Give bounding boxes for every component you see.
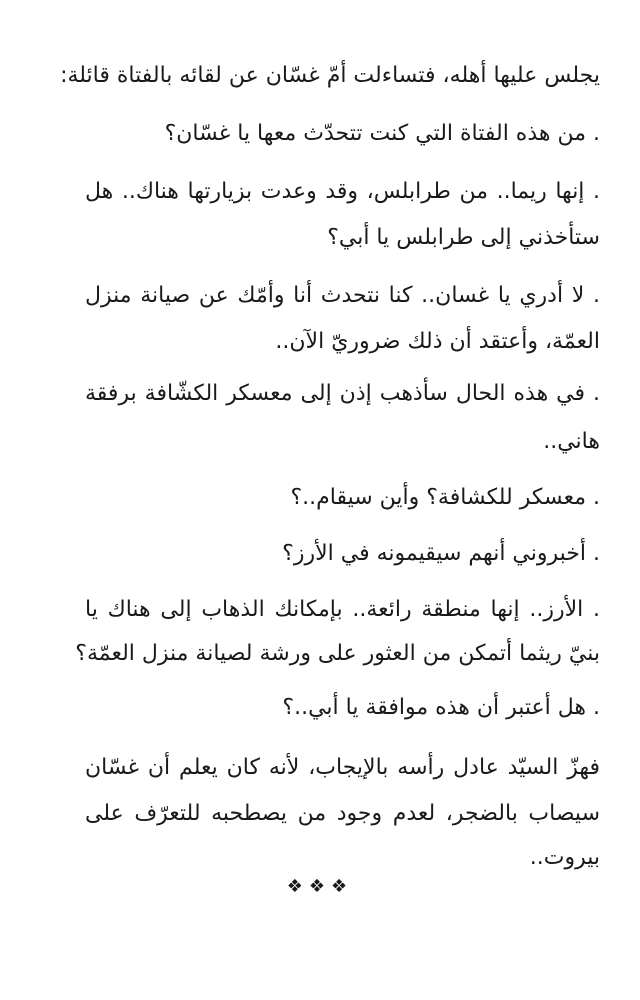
text-line: فهزّ السيّد عادل رأسه بالإيجاب، لأنه كان يعلم أن غسّان	[85, 755, 600, 780]
text-line: يجلس عليها أهله، فتساءلت أمّ غسّان عن لقائه بالفتاة قائلة:	[60, 63, 600, 88]
text-line: . من هذه الفتاة التي كنت تتحدّث معها يا غسّان؟	[164, 121, 600, 146]
text-line: بنيّ ريثما أتمكن من العثور على ورشة لصيانة منزل العمّة؟	[75, 641, 600, 666]
text-line: . هل أعتبر أن هذه موافقة يا أبي..؟	[282, 695, 600, 720]
text-line: العمّة، وأعتقد أن ذلك ضروريّ الآن..	[275, 329, 600, 354]
text-line: بيروت..	[529, 845, 600, 870]
text-line: . لا أدري يا غسان.. كنا نتحدث أنا وأمّك عن صيانة منزل	[85, 283, 600, 308]
text-line: . الأرز.. إنها منطقة رائعة.. بإمكانك الذهاب إلى هناك يا	[85, 597, 600, 622]
text-line: . معسكر للكشافة؟ وأين سيقام..؟	[290, 485, 600, 510]
text-line: . في هذه الحال سأذهب إذن إلى معسكر الكشّافة برفقة	[85, 381, 600, 406]
text-line: . إنها ريما.. من طرابلس، وقد وعدت بزيارتها هناك.. هل	[85, 179, 600, 204]
section-ornament: ❖❖❖	[286, 876, 354, 897]
text-line: سيصاب بالضجر، لعدم وجود من يصطحبه للتعرّف على	[85, 801, 600, 826]
text-line: . أخبروني أنهم سيقيمونه في الأرز؟	[282, 541, 600, 566]
text-line: هاني..	[543, 429, 600, 454]
text-line: ستأخذني إلى طرابلس يا أبي؟	[327, 225, 600, 250]
